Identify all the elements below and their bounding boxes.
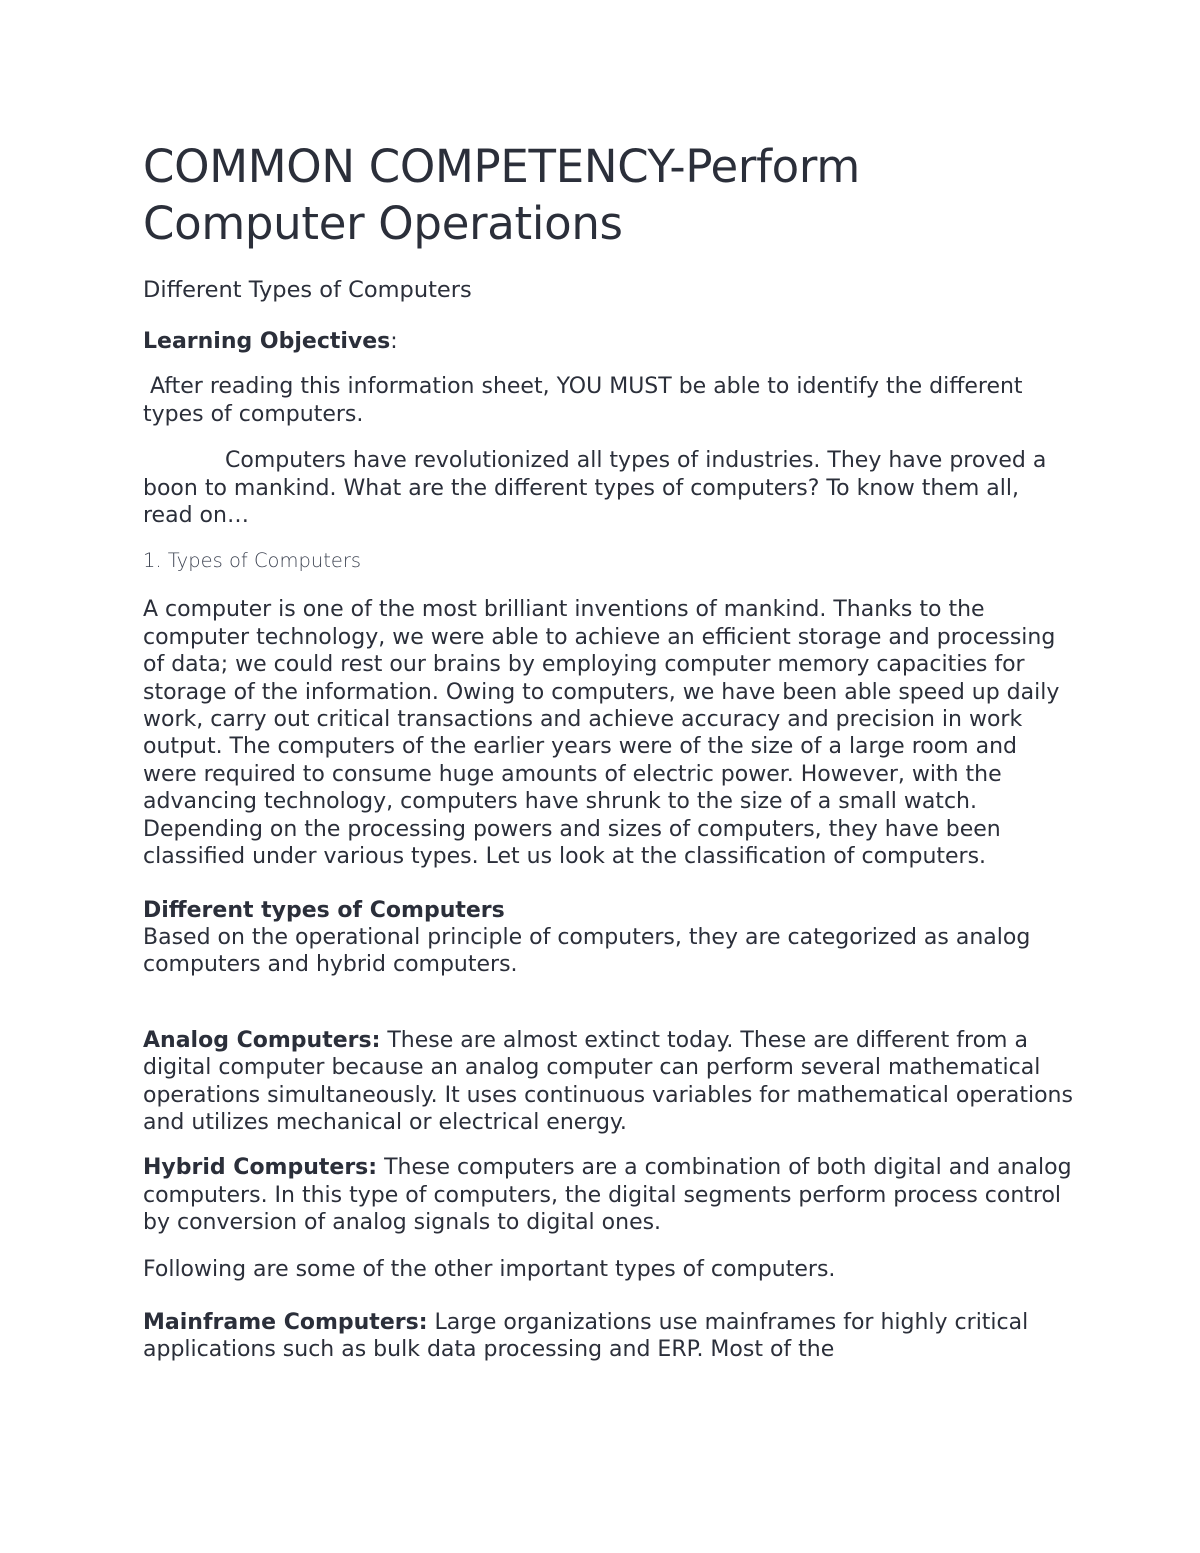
mainframe-computers-paragraph (143, 1309, 1073, 1364)
learning-objectives-colon: : (390, 329, 398, 354)
document-content (143, 138, 1080, 1364)
mainframe-computers-label: Mainframe Computers: (143, 1309, 428, 1335)
intro-paragraph (143, 447, 1073, 529)
mainframe-computers-text: Large organizations use mainframes for highly critical applications such as bulk data processing and ERP. Most of the (143, 1309, 1036, 1363)
hybrid-computers-paragraph (143, 1154, 1079, 1236)
different-types-heading (143, 897, 1073, 924)
analog-computers-text: These are almost extinct today. These are different from a digital computer because an analog computer can perform several mathematical operations simultaneously. It uses continuous variables for mathematical operations and utilizes mechanical or electrical energy. (143, 1027, 1080, 1135)
analog-computers-paragraph (143, 1027, 1080, 1137)
section-heading-types: 1. Types of Computers (143, 549, 362, 573)
section-body-types: A computer is one of the most brilliant inventions of mankind. Thanks to the computer technology, we were able to achieve an efficient storage and processing of data; we could rest our brains by employing computer memory capacities for storage of the information. Owing to computers, we have been able speed up daily work, carry out critical transactions and achieve accuracy and precision in work output. The computers of the earlier years were of the size of a large room and were required to consume huge amounts of electric power. However, with the advancing technology, computers have shrunk to the size of a small watch. Depending on the processing powers and sizes of computers, they have been classified under various types. Let us look at the classification of computers. (143, 597, 1060, 870)
learning-objectives-heading (143, 328, 1073, 355)
different-types-label: Different types of Computers (143, 897, 505, 923)
analog-computers-label: Analog Computers: (143, 1027, 381, 1053)
hybrid-computers-label: Hybrid Computers: (143, 1155, 378, 1181)
learning-objectives-label: Learning Objectives (143, 329, 391, 354)
document-subtitle: Different Types of Computers (143, 277, 472, 303)
following-paragraph: Following are some of the other important types of computers. (143, 1256, 836, 1282)
intro-text: Computers have revolutionized all types of industries. They have proved a boon to mankind. What are the different types of computers? To know them all, read on… (143, 448, 1047, 529)
learning-objectives-text: After reading this information sheet, YOU MUST be able to identify the different types of computers. (143, 374, 1030, 427)
document-title: COMMON COMPETENCY-Perform Computer Operations (143, 140, 860, 250)
hybrid-computers-text: These computers are a combination of both digital and analog computers. In this type of computers, the digital segments perform process control by conversion of analog signals to digital ones. (143, 1155, 1079, 1236)
different-types-body: Based on the operational principle of computers, they are categorized as analog computers and hybrid computers. (143, 924, 1031, 978)
